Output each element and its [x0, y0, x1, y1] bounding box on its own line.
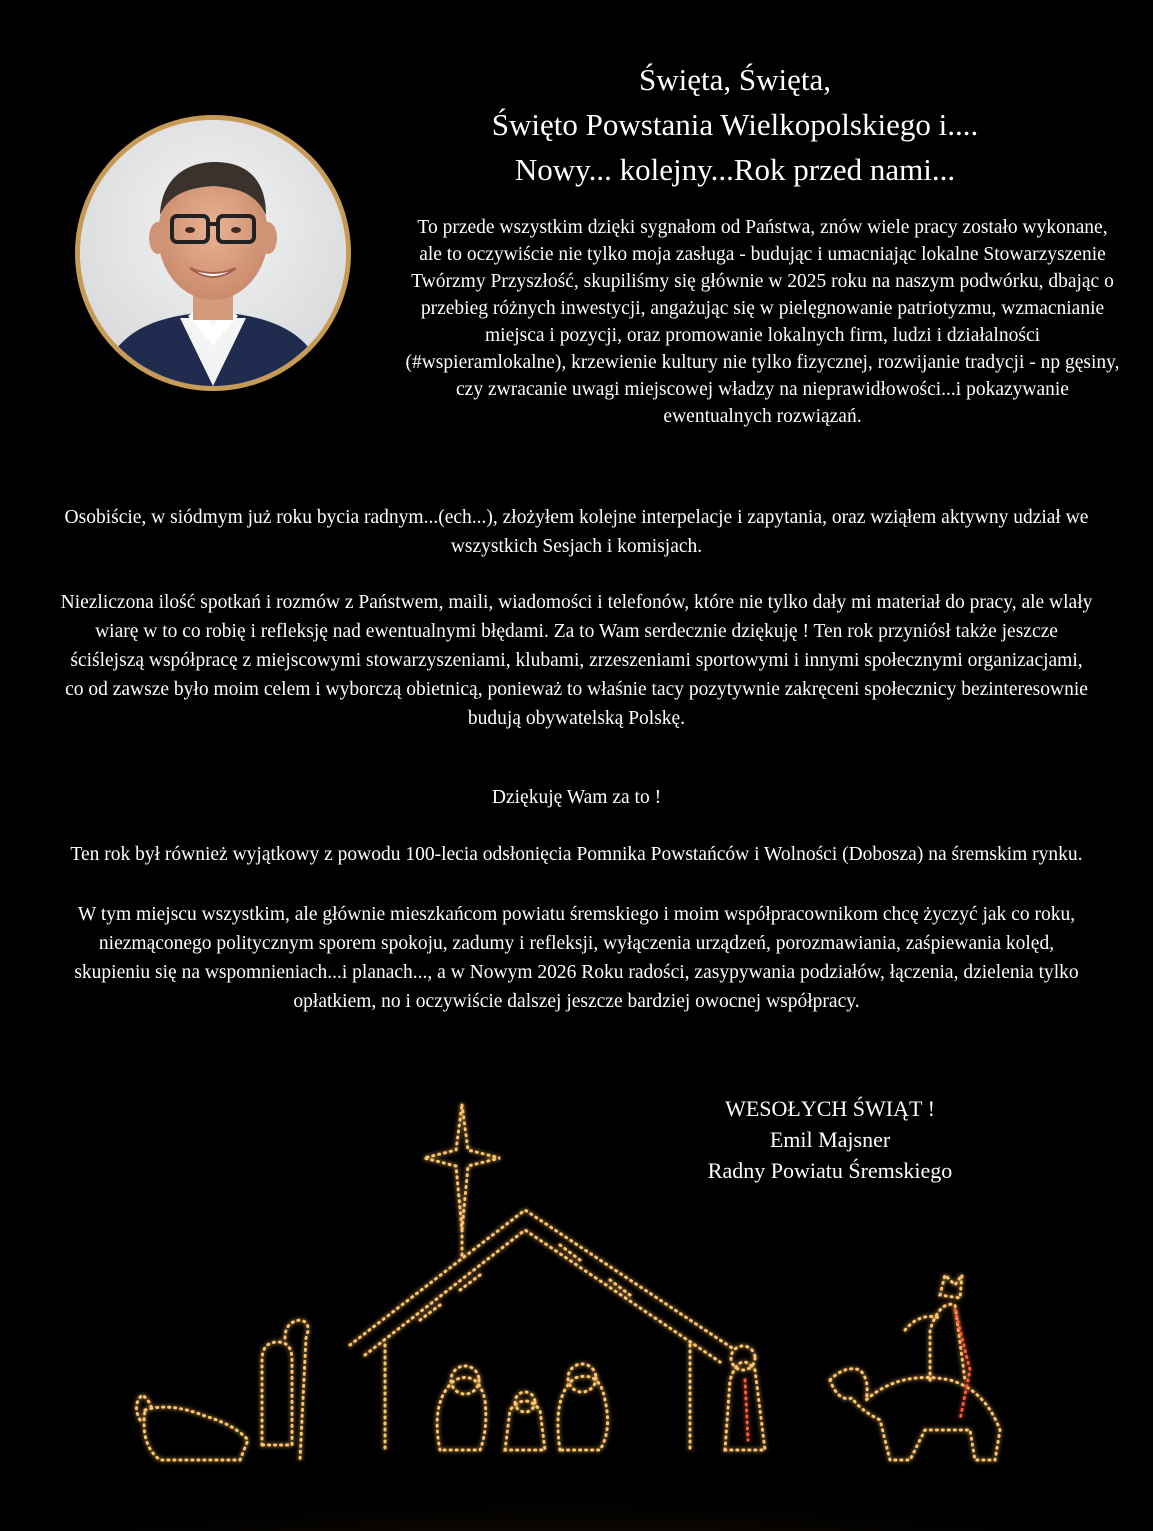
title-line: Święto Powstania Wielkopolskiego i.... — [491, 107, 979, 142]
title-line: Święta, Święta, — [639, 62, 831, 97]
wishes-paragraph: W tym miejscu wszystkim, ale głównie mieszkańcom powiatu śremskiego i moim współpracownikom chcę życzyć jak co roku, niezmąconego politycznym sporem spokoju, zadumy i refleksji, wyłączenia urządzeń, porozmawiania, zaśpiewania kolęd, skupieniu się na wspomnieniach...i planach..., a w Nowym 2026 Roku radości, zasypywania podziałów, łączenia, dzielenia tylko opłatkiem, no i oczywiście dalszej jeszcze bardziej owocnej współpracy. — [74, 904, 1079, 1012]
intro-paragraph: To przede wszystkim dzięki sygnałom od Państwa, znów wiele pracy zostało wykonane, ale to oczywiście nie tylko moja zasługa - budując i umacniając lokalne Stowarzyszenie Twórzmy Przyszłość, skupiliśmy się głównie w 2025 roku na naszym podwórku, dbając o przebieg różnych inwestycji, angażując się w pielęgnowanie patriotyzmu, wzmacnianie miejsca i pozycji, oraz promowanie lokalnych firm, ludzi i działalności (#wspieramlokalne), krzewienie kultury nie tylko fizycznej, rozwijanie tradycji - np gęsiny, czy zwracanie uwagi miejscowej władzy na nieprawidłowości...i pokazywanie ewentualnych rozwiązań. — [405, 217, 1120, 427]
nativity-lights-illustration — [0, 1080, 1153, 1531]
author-role: Radny Powiatu Śremskiego — [707, 1158, 953, 1183]
portrait-photo — [75, 115, 351, 391]
body-paragraph: Niezliczona ilość spotkań i rozmów z Państwem, maili, wiadomości i telefonów, które nie tylko dały mi materiał do pracy, ale wlały wiarę w to co robię i refleksję nad ewentualnymi błędami. Za to Wam serdecznie dziękuję ! Ten rok przyniósł także jeszcze ściślejszą współpracę z miejscowymi stowarzyszeniami, klubami, zrzeszeniami sportowymi i innymi społecznymi organizacjami, co od zawsze było moim celem i wyborczą obietnicą, ponieważ to właśnie tacy pozytywnie zakręceni społecznicy bezinteresownie budują obywatelską Polskę. — [60, 592, 1093, 729]
body-paragraph: Ten rok był również wyjątkowy z powodu 100-lecia odsłonięcia Pomnika Powstańców i Wolności (Dobosza) na śremskim rynku. — [70, 844, 1083, 865]
title-line: Nowy... kolejny...Rok przed nami... — [514, 152, 956, 187]
greeting-text: WESOŁYCH ŚWIĄT ! — [725, 1096, 935, 1121]
body-paragraph: Osobiście, w siódmym już roku bycia radnym...(ech...), złożyłem kolejne interpelacje i zapytania, oraz wziąłem aktywny udział we wszystkich Sesjach i komisjach. — [64, 507, 1089, 557]
thanks-line: Dziękuję Wam za to ! — [491, 787, 662, 808]
page-title — [410, 57, 1060, 192]
author-name: Emil Majsner — [769, 1127, 891, 1152]
